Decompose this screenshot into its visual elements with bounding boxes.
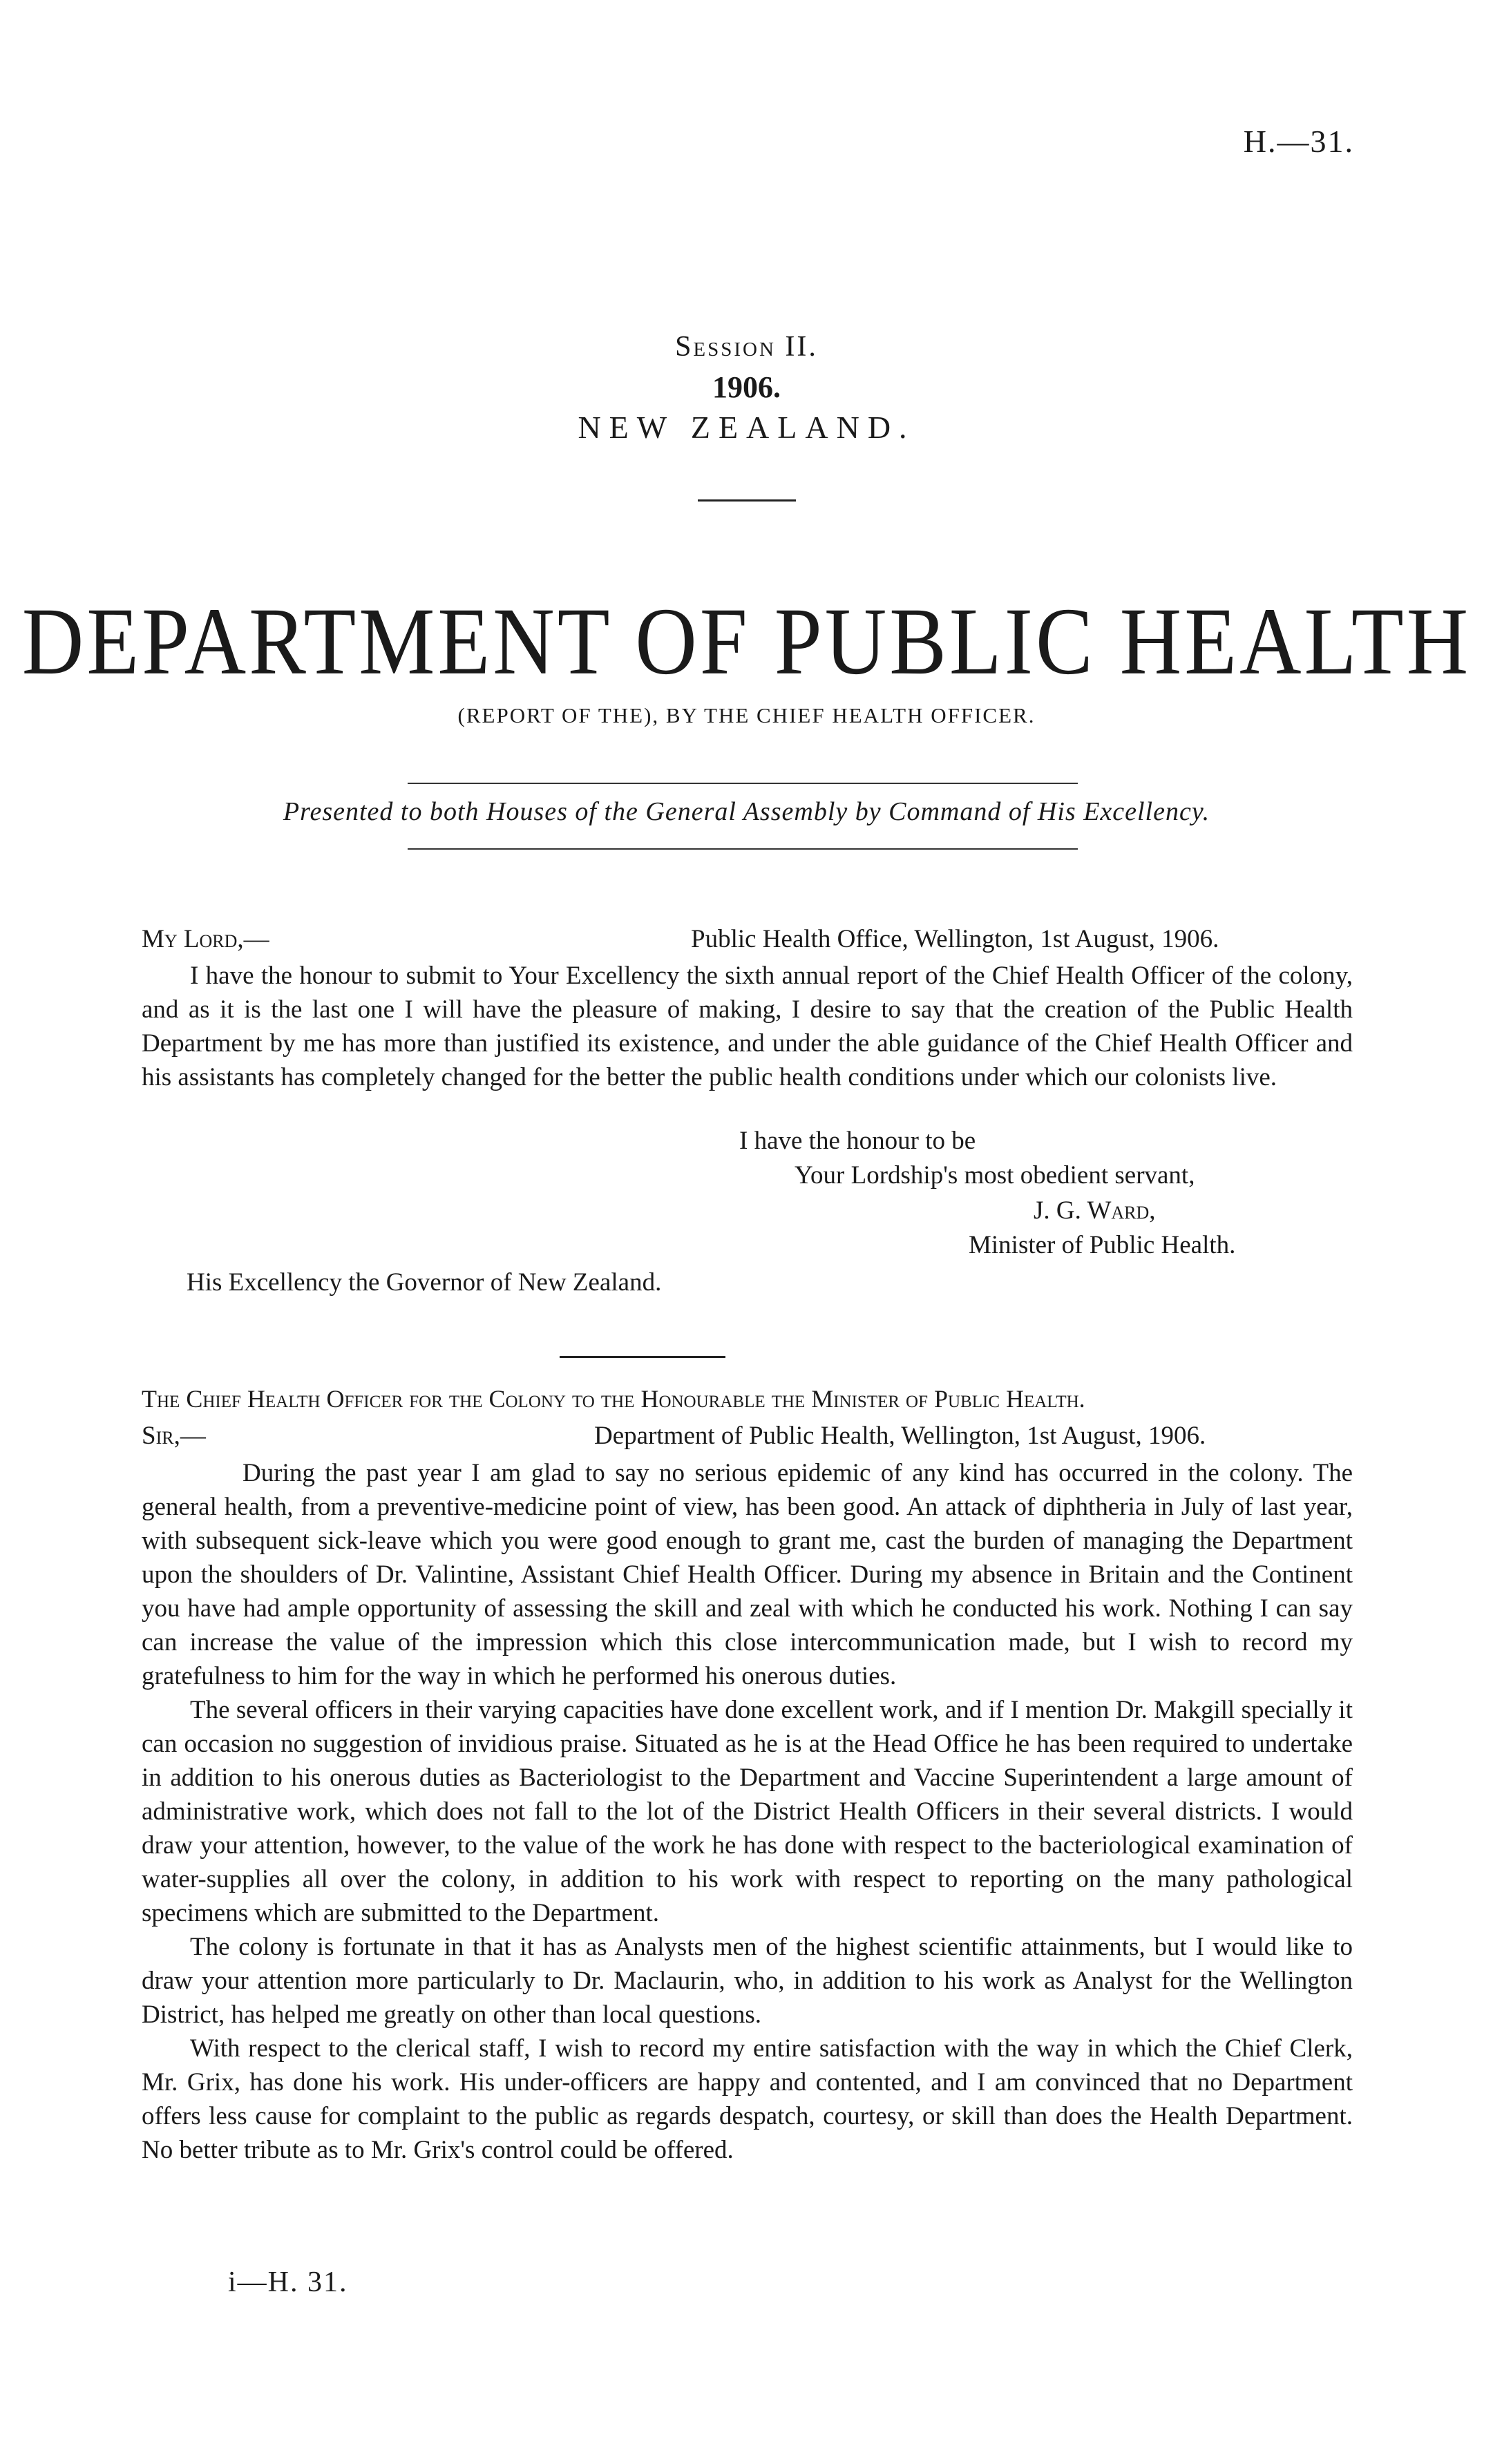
letter1-body (142, 959, 1353, 1094)
letter1-closing-line1: I have the honour to be (739, 1127, 976, 1155)
presented-rule-bottom (408, 848, 1078, 850)
letter1-signature: J. G. Ward, (1034, 1196, 1156, 1225)
letter1-closing-line2: Your Lordship's most obedient servant, (795, 1161, 1195, 1190)
session-label: Session II. (675, 331, 818, 363)
presented-line: Presented to both Houses of the General Assembly by Command of His Excellency. (283, 797, 1210, 826)
session-year: 1906. (712, 370, 781, 404)
letter2-heading: The Chief Health Officer for the Colony to the Honourable the Minister of Public Health. (142, 1385, 1085, 1413)
document-title: DEPARTMENT OF PUBLIC HEALTH (21, 588, 1472, 694)
letter2-paragraph-3: The colony is fortunate in that it has as Analysts men of the highest scientific attainments, but I would like to draw your attention more particularly to Dr. Maclaurin, who, in addition to his work as Analyst for the Wellington District, has helped me greatly on other than local questions. (142, 1933, 1353, 2029)
country-name: NEW ZEALAND. (578, 410, 915, 445)
letter1-signature-title: Minister of Public Health. (969, 1231, 1236, 1259)
page-reference: H.—31. (1243, 124, 1354, 159)
footer-reference: i—H. 31. (228, 2266, 348, 2298)
letter1-body-text: I have the honour to submit to Your Excellency the sixth annual report of the Chief Health Officer of the colony, and as it is the last one I will have the pleasure of making, I desire to say that the creation of the Public Health Department by me has more than justified its existence, and under the able guidance of the Chief Health Officer and his assistants has completely changed for the better the public health conditions under which our colonists live. (142, 962, 1353, 1091)
letter2-paragraph-4: With respect to the clerical staff, I wish to record my entire satisfaction with the way in which the Chief Clerk, Mr. Grix, has done his work. His under-officers are happy and contented, and I am convinced that no Department offers less cause for complaint to the public as regards despatch, courtesy, or skill than does the Health Department. No better tribute as to Mr. Grix's control could be offered. (142, 2034, 1353, 2164)
letter1-addressee: His Excellency the Governor of New Zealand. (187, 1268, 662, 1297)
letter2-salutation: Sir,— (142, 1422, 206, 1450)
letter2-paragraph-2: The several officers in their varying capacities have done excellent work, and if I mention Dr. Makgill specially it can occasion no suggestion of invidious praise. Situated as he is at the Head Office he has been required to undertake in addition to his onerous duties as Bacteriologist to the Department and Vaccine Superintendent a large amount of administrative work, which does not fall to the lot of the District Health Officers in their several districts. I would draw your attention, however, to the value of the work he has done with respect to the bacteriological examination of water-supplies all over the colony, in addition to his work with respect to reporting on the many pathological specimens which are submitted to the Department. (142, 1696, 1353, 1927)
letter2-body (142, 1456, 1353, 2167)
letter1-salutation: My Lord,— (142, 925, 269, 953)
presented-rule-top (408, 783, 1078, 784)
document-subtitle: (REPORT OF THE), BY THE CHIEF HEALTH OFFICER. (457, 703, 1036, 727)
letter2-paragraph-1: During the past year I am glad to say no serious epidemic of any kind has occurred in the colony. The general health, from a preventive-medicine point of view, has been good. An attack of diphtheria in July of last year, with subsequent sick-leave which you were good enough to grant me, cast the burden of managing the Department upon the shoulders of Dr. Valintine, Assistant Chief Health Officer. During my absence in Britain and the Continent you have had ample opportunity of assessing the skill and zeal with which he conducted his work. Nothing I can say can increase the value of the impression which this close intercommunication made, but I wish to record my gratefulness to him for the way in which he performed his onerous duties. (142, 1459, 1353, 1690)
letter1-address-date: Public Health Office, Wellington, 1st August, 1906. (691, 925, 1219, 953)
header-divider (698, 499, 796, 502)
letter2-address-date: Department of Public Health, Wellington, 1st August, 1906. (594, 1422, 1206, 1450)
section-divider (560, 1356, 725, 1358)
